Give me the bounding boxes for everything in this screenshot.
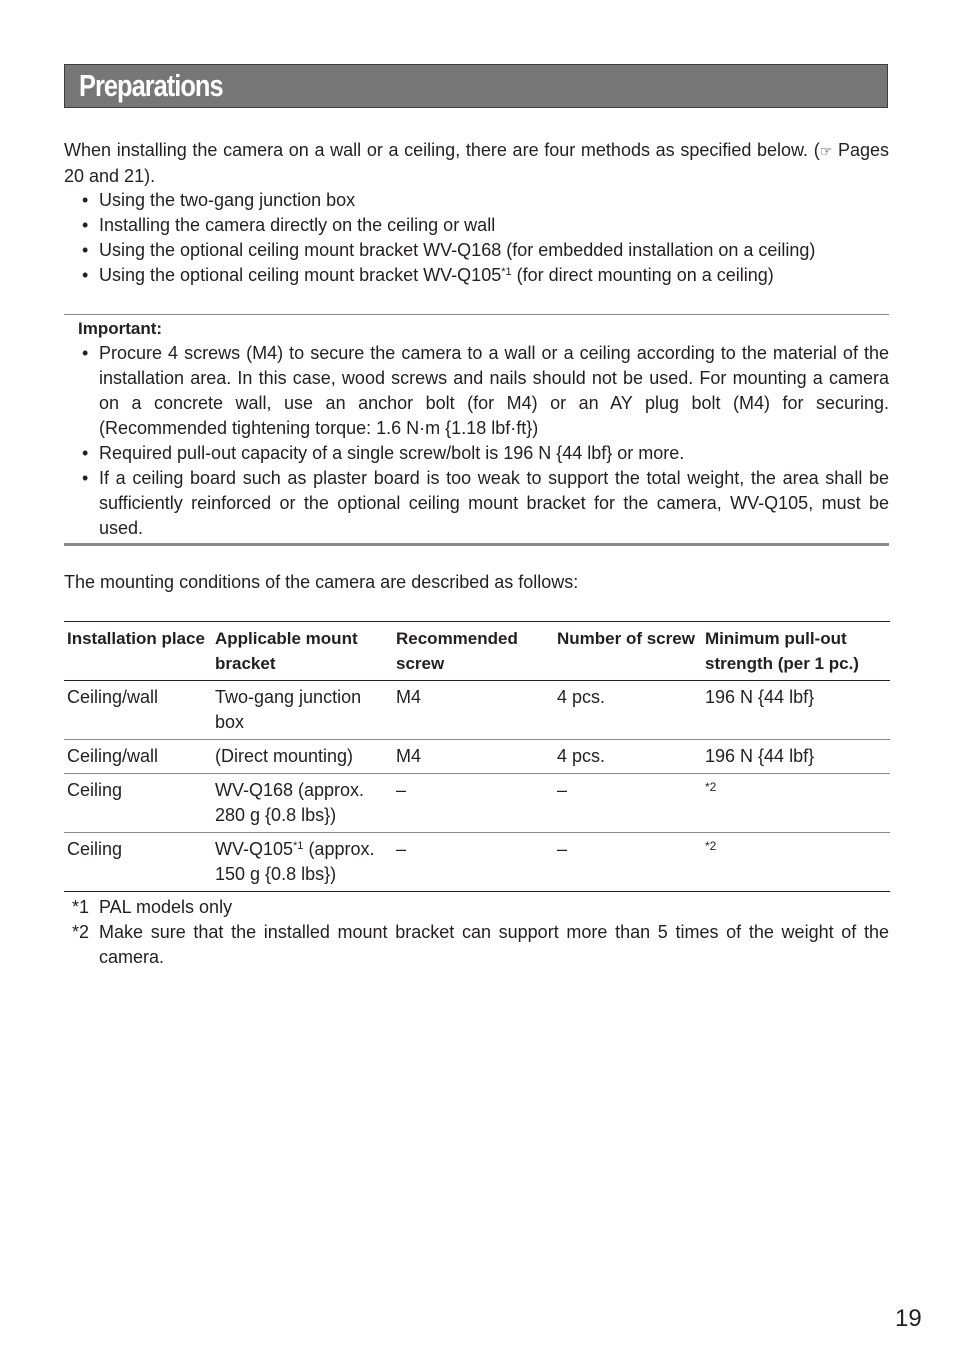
mounting-conditions-table-wrap [64, 621, 890, 892]
bullet-icon: • [82, 443, 89, 463]
footnote [64, 895, 889, 920]
footnote-text: PAL models only [99, 897, 233, 917]
footnote [64, 920, 889, 970]
bracket-cell [212, 833, 393, 892]
list-item [64, 441, 889, 466]
list-item [64, 238, 889, 263]
table-row [64, 774, 890, 833]
method-text-tail: (for direct mounting on a ceiling) [511, 265, 774, 285]
screw-cell: – [396, 780, 407, 800]
important-text: Required pull-out capacity of a single screw/bolt is 196 N {44 lbf} or more. [99, 443, 685, 463]
intro-paragraph [64, 138, 889, 189]
bracket-cell: WV-Q168 (approx. 280 g {0.8 lbs}) [215, 780, 365, 825]
important-bottom-rule [64, 543, 889, 546]
conditions-paragraph: The mounting conditions of the camera are described as follows: [64, 572, 579, 592]
count-cell: – [557, 839, 568, 859]
strength-cell: 196 N {44 lbf} [705, 687, 815, 707]
screw-cell: M4 [396, 687, 422, 707]
important-list [64, 341, 889, 541]
footnote-ref: *1 [501, 266, 512, 278]
bullet-icon: • [82, 343, 89, 363]
place-cell: Ceiling [67, 839, 123, 859]
bullet-icon: • [82, 240, 89, 260]
page-reference-icon: ☞ [819, 143, 833, 159]
list-item [64, 263, 889, 288]
important-top-rule [64, 314, 889, 315]
strength-cell: *2 [705, 839, 717, 853]
strength-cell: 196 N {44 lbf} [705, 746, 815, 766]
header-cell: Installation place [67, 629, 205, 648]
section-header-bar [64, 64, 888, 108]
header-cell: Recommended screw [396, 629, 518, 673]
list-item [64, 341, 889, 441]
bracket-cell: Two-gang junction box [215, 687, 362, 732]
bracket-cell: (Direct mounting) [215, 746, 354, 766]
table-header-row [64, 622, 890, 681]
table-row [64, 833, 890, 892]
place-cell: Ceiling [67, 780, 123, 800]
method-text: Installing the camera directly on the ceiling or wall [99, 215, 496, 235]
list-item [64, 188, 889, 213]
header-cell: Minimum pull-out strength (per 1 pc.) [705, 629, 859, 673]
bracket-weight: (approx. 150 g {0.8 lbs}) [215, 839, 375, 884]
mounting-conditions-table [64, 621, 890, 892]
footnote-mark: *2 [72, 922, 90, 942]
footnote-mark: *1 [72, 897, 90, 917]
important-text: Procure 4 screws (M4) to secure the camera to a wall or a ceiling according to the material of the installation area. In this case, wood screws and nails should not be used. For mounting a camera on a concrete wall, use an anchor bolt (for M4) or an AY plug bolt (M4) for securing. (Recommended tightening torque: 1.6 N·m {1.18 lbf·ft}) [99, 343, 889, 438]
screw-cell: M4 [396, 746, 422, 766]
footnote-ref: *1 [293, 840, 304, 852]
count-cell: 4 pcs. [557, 687, 606, 707]
list-item [64, 466, 889, 541]
screw-cell: – [396, 839, 407, 859]
method-text: Using the optional ceiling mount bracket WV-Q168 (for embedded installation on a ceiling) [99, 240, 816, 260]
intro-pages-ref: Pages 20 and 21). [64, 140, 890, 186]
bullet-icon: • [82, 190, 89, 210]
count-cell: 4 pcs. [557, 746, 606, 766]
page-number: 19 [895, 1305, 922, 1332]
list-item [64, 213, 889, 238]
intro-text: When installing the camera on a wall or a ceiling, there are four methods as specified below. ( [64, 140, 820, 160]
strength-cell: *2 [705, 780, 717, 794]
footnotes [64, 895, 889, 970]
bullet-icon: • [82, 215, 89, 235]
important-text: If a ceiling board such as plaster board is too weak to support the total weight, the area shall be sufficiently reinforced or the optional ceiling mount bracket for the camera, WV-Q105, must be used. [99, 468, 889, 538]
bullet-icon: • [82, 468, 89, 488]
bracket-name: WV-Q105 [215, 839, 294, 859]
count-cell: – [557, 780, 568, 800]
place-cell: Ceiling/wall [67, 687, 159, 707]
installation-methods-list [64, 188, 889, 288]
table-row [64, 740, 890, 774]
footnote-text: Make sure that the installed mount bracket can support more than 5 times of the weight of the camera. [99, 922, 889, 967]
page-title: Preparations [79, 68, 223, 103]
place-cell: Ceiling/wall [67, 746, 159, 766]
table-row [64, 681, 890, 740]
important-heading: Important: [78, 319, 163, 338]
method-text: Using the optional ceiling mount bracket WV-Q105 [99, 265, 502, 285]
method-text: Using the two-gang junction box [99, 190, 356, 210]
header-cell: Number of screw [557, 629, 695, 648]
header-cell: Applicable mount bracket [215, 629, 358, 673]
bullet-icon: • [82, 265, 89, 285]
